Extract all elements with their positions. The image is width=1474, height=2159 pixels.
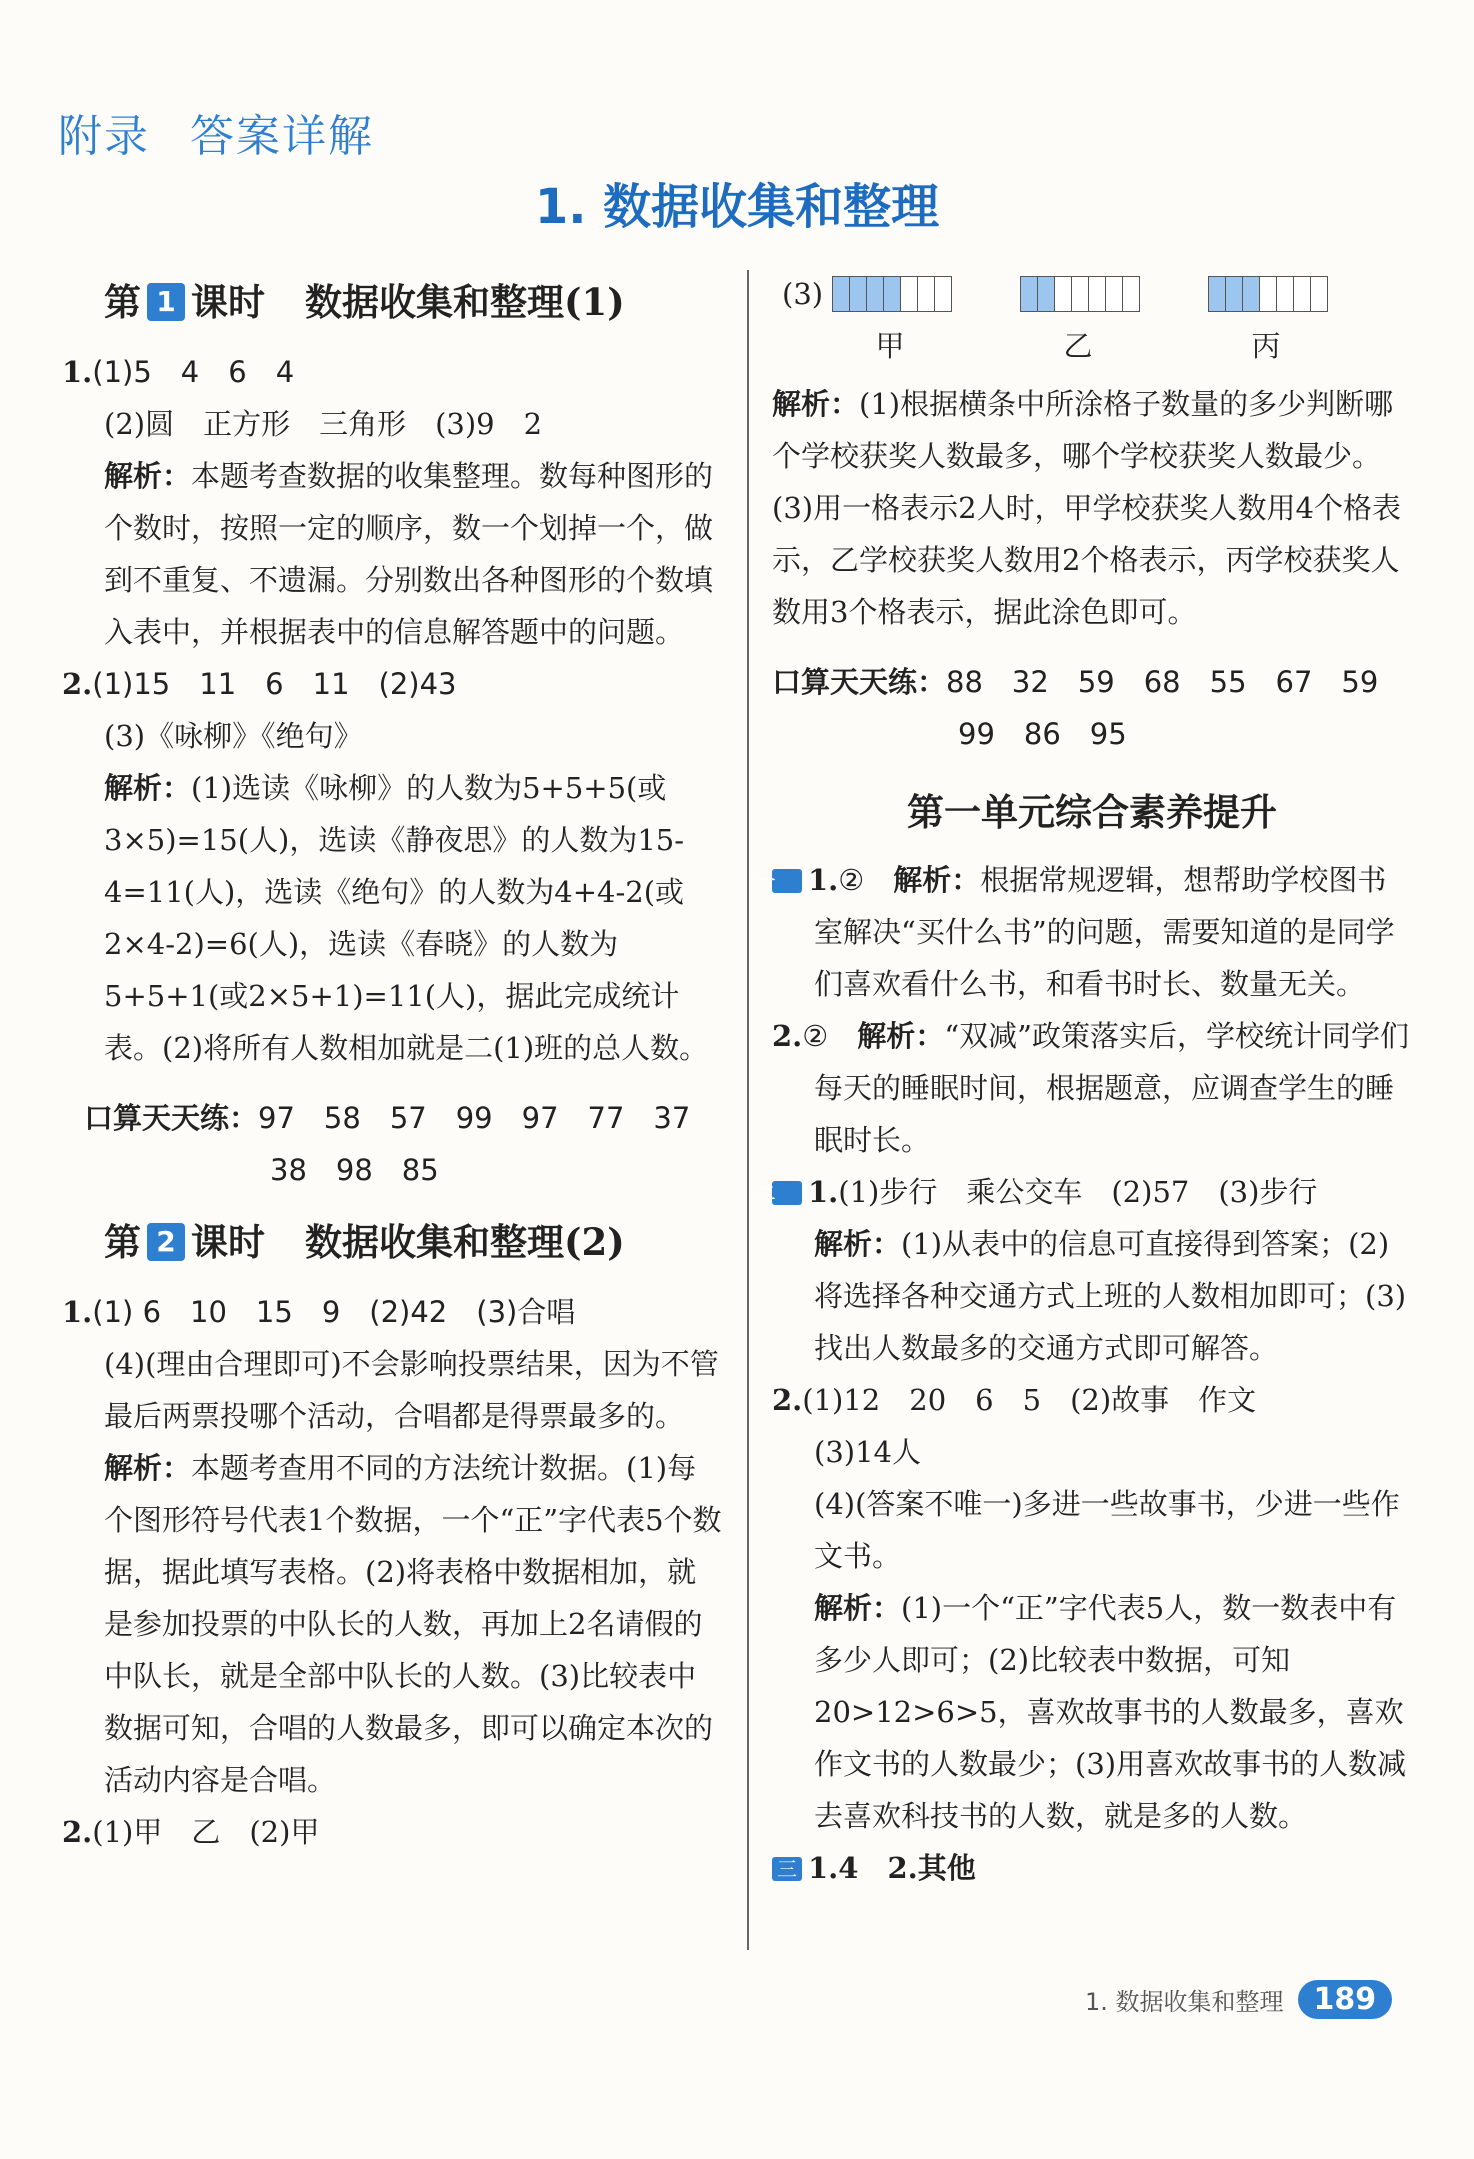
answer-text: (1)12 20 6 5 (2)故事 作文 — [802, 1383, 1257, 1417]
question-1 — [62, 346, 722, 398]
lesson-title: 数据收集和整理(2) — [305, 1220, 625, 1264]
filled-cell — [1242, 276, 1260, 312]
filled-cell — [866, 276, 884, 312]
question-number: 2. — [772, 1019, 803, 1053]
lesson-prefix: 第 — [104, 1220, 141, 1264]
empty-cell — [1310, 276, 1328, 312]
answer-text: (1)15 11 6 11 (2)43 — [92, 667, 457, 701]
empty-cell — [917, 276, 935, 312]
mental-math-values: 99 86 95 — [958, 717, 1127, 751]
analysis-text: (1)从表中的信息可直接得到答案；(2)将选择各种交通方式上班的人数相加即可；(3)找出人数最多的交通方式即可解答。 — [814, 1227, 1407, 1365]
analysis — [62, 762, 722, 1074]
bar-label: 乙 — [1063, 329, 1093, 363]
answer-text: ② — [802, 1019, 829, 1053]
chapter-title: 1. 数据收集和整理 — [534, 179, 940, 235]
bar-answer — [772, 268, 1412, 378]
analysis — [62, 450, 722, 658]
footer-section: 1. 数据收集和整理 — [1085, 1988, 1284, 2016]
filled-cell — [832, 276, 850, 312]
filled-cell — [883, 276, 901, 312]
section-2-question-1 — [756, 1166, 1412, 1218]
analysis-label: 解析： — [814, 1591, 902, 1625]
analysis-text: 本题考查用不同的方法统计数据。(1)每个图形符号代表1个数据，一个“正”字代表5个数据，据此填写表格。(2)将表格中数据相加，就是参加投票的中队长的人数，再加上2名请假的中队长，就是全部中队长的人数。(3)比较表中数据可知，合唱的人数最多，即可以确定本次的活动内容是合唱。 — [104, 1451, 722, 1797]
mental-math-label: 口算天天练： — [772, 665, 947, 699]
analysis-label: 解析： — [814, 1227, 902, 1261]
answer-line: (3)《咏柳》《绝句》 — [104, 719, 363, 753]
filled-cell — [1225, 276, 1243, 312]
section-3 — [772, 1842, 1412, 1894]
question-number: 1. — [808, 1175, 839, 1209]
lesson-suffix: 课时 — [191, 1220, 265, 1264]
section-three-icon: 三 — [772, 1857, 802, 1881]
answers-label: 答案详解 — [190, 111, 374, 162]
lesson-number-badge: 2 — [147, 1223, 185, 1261]
analysis-text: (1)一个“正”字代表5人，数一数表中有多少人即可；(2)比较表中数据，可知20>12>6>5，喜欢故事书的人数最多，喜欢作文书的人数最少；(3)用喜欢故事书的人数减去喜欢科技书的人数，就是多的人数。 — [814, 1591, 1407, 1833]
question-number: 2. — [772, 1383, 803, 1417]
empty-cell — [1088, 276, 1106, 312]
bar-1 — [832, 276, 951, 312]
answer-line: (2)圆 正方形 三角形 (3)9 2 — [104, 407, 543, 441]
lesson-1-heading — [104, 274, 722, 330]
section-3-answer-1: 1.4 — [808, 1851, 859, 1885]
sub-question-label: (3) — [782, 277, 824, 311]
answer-line: (3)14人 — [814, 1435, 921, 1469]
bar-3 — [1208, 276, 1327, 312]
lesson-title: 数据收集和整理(1) — [305, 280, 625, 324]
filled-cell — [1208, 276, 1226, 312]
section-1-question-2 — [772, 1010, 1412, 1166]
empty-cell — [1122, 276, 1140, 312]
question-number: 1. — [62, 1295, 93, 1329]
question-1 — [62, 1286, 722, 1338]
empty-cell — [900, 276, 918, 312]
empty-cell — [934, 276, 952, 312]
analysis-label: 解析： — [772, 387, 860, 421]
analysis — [772, 1218, 1412, 1374]
analysis-text: 本题考查数据的收集整理。数每种图形的个数时，按照一定的顺序，数一个划掉一个，做到不重复、不遗漏。分别数出各种图形的个数填入表中，并根据表中的信息解答题中的问题。 — [104, 459, 714, 649]
answer-line: (4)(答案不唯一)多进一些故事书，少进一些作文书。 — [814, 1487, 1400, 1573]
answer-text: ② — [838, 863, 865, 897]
right-column — [756, 268, 1412, 1894]
analysis-label: 解析： — [857, 1019, 945, 1053]
answer-line: (4)(理由合理即可)不会影响投票结果，因为不管最后两票投哪个活动，合唱都是得票最多的。 — [104, 1347, 719, 1433]
analysis — [772, 378, 1412, 638]
lesson-prefix: 第 — [104, 280, 141, 324]
mental-math-values: 97 58 57 99 97 77 37 — [258, 1101, 691, 1135]
analysis-text: (1)根据横条中所涂格子数量的多少判断哪个学校获奖人数最多，哪个学校获奖人数最少。(3)用一格表示2人时，甲学校获奖人数用4个格表示，乙学校获奖人数用2个格表示，丙学校获奖人数用3个格表示，据此涂色即可。 — [772, 387, 1401, 629]
empty-cell — [1105, 276, 1123, 312]
analysis — [62, 1442, 722, 1806]
empty-cell — [1293, 276, 1311, 312]
analysis-label: 解析： — [104, 459, 192, 493]
unit-title: 第一单元综合素养提升 — [907, 790, 1277, 834]
mental-math-values: 38 98 85 — [270, 1153, 439, 1187]
answer-text: (1)5 4 6 4 — [92, 355, 295, 389]
analysis-text: 根据常规逻辑，想帮助学校图书室解决“买什么书”的问题，需要知道的是同学们喜欢看什么书，和看书时长、数量无关。 — [814, 863, 1395, 1001]
analysis-text: (1)选读《咏柳》的人数为5+5+5(或3×5)=15(人)，选读《静夜思》的人数为15-4=11(人)，选读《绝句》的人数为4+4-2(或2×4-2)=6(人)，选读《春晓》的人数为5+5+1(或2×5+1)=11(人)，据此完成统计表。(2)将所有人数相加就是二(1)班的总人数。 — [104, 771, 709, 1065]
empty-cell — [1259, 276, 1277, 312]
section-3-answer-2: 2.其他 — [887, 1851, 976, 1885]
analysis-text: “双减”政策落实后，学校统计同学们每天的睡眠时间，根据题意，应调查学生的睡眠时长。 — [814, 1019, 1409, 1157]
lesson-2-heading — [104, 1214, 722, 1270]
appendix-header — [58, 100, 374, 164]
empty-cell — [1276, 276, 1294, 312]
mental-math — [772, 656, 1412, 760]
answer-text: (1)步行 乘公交车 (2)57 (3)步行 — [838, 1175, 1318, 1209]
section-one-icon: 一 — [772, 869, 802, 893]
mental-math-label: 口算天天练： — [84, 1101, 259, 1135]
filled-cell — [1020, 276, 1038, 312]
empty-cell — [1054, 276, 1072, 312]
analysis-label: 解析： — [104, 1451, 192, 1485]
filled-cell — [849, 276, 867, 312]
page-footer — [1085, 1980, 1392, 2019]
question-number: 2. — [62, 667, 93, 701]
appendix-label: 附录 — [58, 111, 150, 162]
analysis-label: 解析： — [104, 771, 192, 805]
bar-2 — [1020, 276, 1139, 312]
lesson-suffix: 课时 — [191, 280, 265, 324]
section-two-icon: 二 — [772, 1181, 802, 1205]
lesson-number-badge: 1 — [147, 283, 185, 321]
question-number: 2. — [62, 1815, 93, 1849]
answer-text: (1) 6 10 15 9 (2)42 (3)合唱 — [92, 1295, 576, 1329]
question-2 — [62, 1806, 722, 1858]
bar-label: 甲 — [875, 329, 905, 363]
bar-label: 丙 — [1251, 329, 1281, 363]
analysis — [772, 1582, 1412, 1842]
filled-cell — [1037, 276, 1055, 312]
section-2-question-2 — [772, 1374, 1412, 1426]
mental-math — [62, 1092, 722, 1196]
question-number: 1. — [62, 355, 93, 389]
analysis-label: 解析： — [893, 863, 981, 897]
mental-math-values: 88 32 59 68 55 67 59 — [946, 665, 1379, 699]
question-2 — [62, 658, 722, 710]
empty-cell — [1071, 276, 1089, 312]
page-number: 189 — [1298, 1980, 1393, 2019]
left-column — [62, 268, 722, 1858]
answer-text: (1)甲 乙 (2)甲 — [92, 1815, 320, 1849]
section-1-question-1 — [756, 854, 1412, 1010]
question-number: 1. — [808, 863, 839, 897]
column-divider — [747, 270, 749, 1950]
